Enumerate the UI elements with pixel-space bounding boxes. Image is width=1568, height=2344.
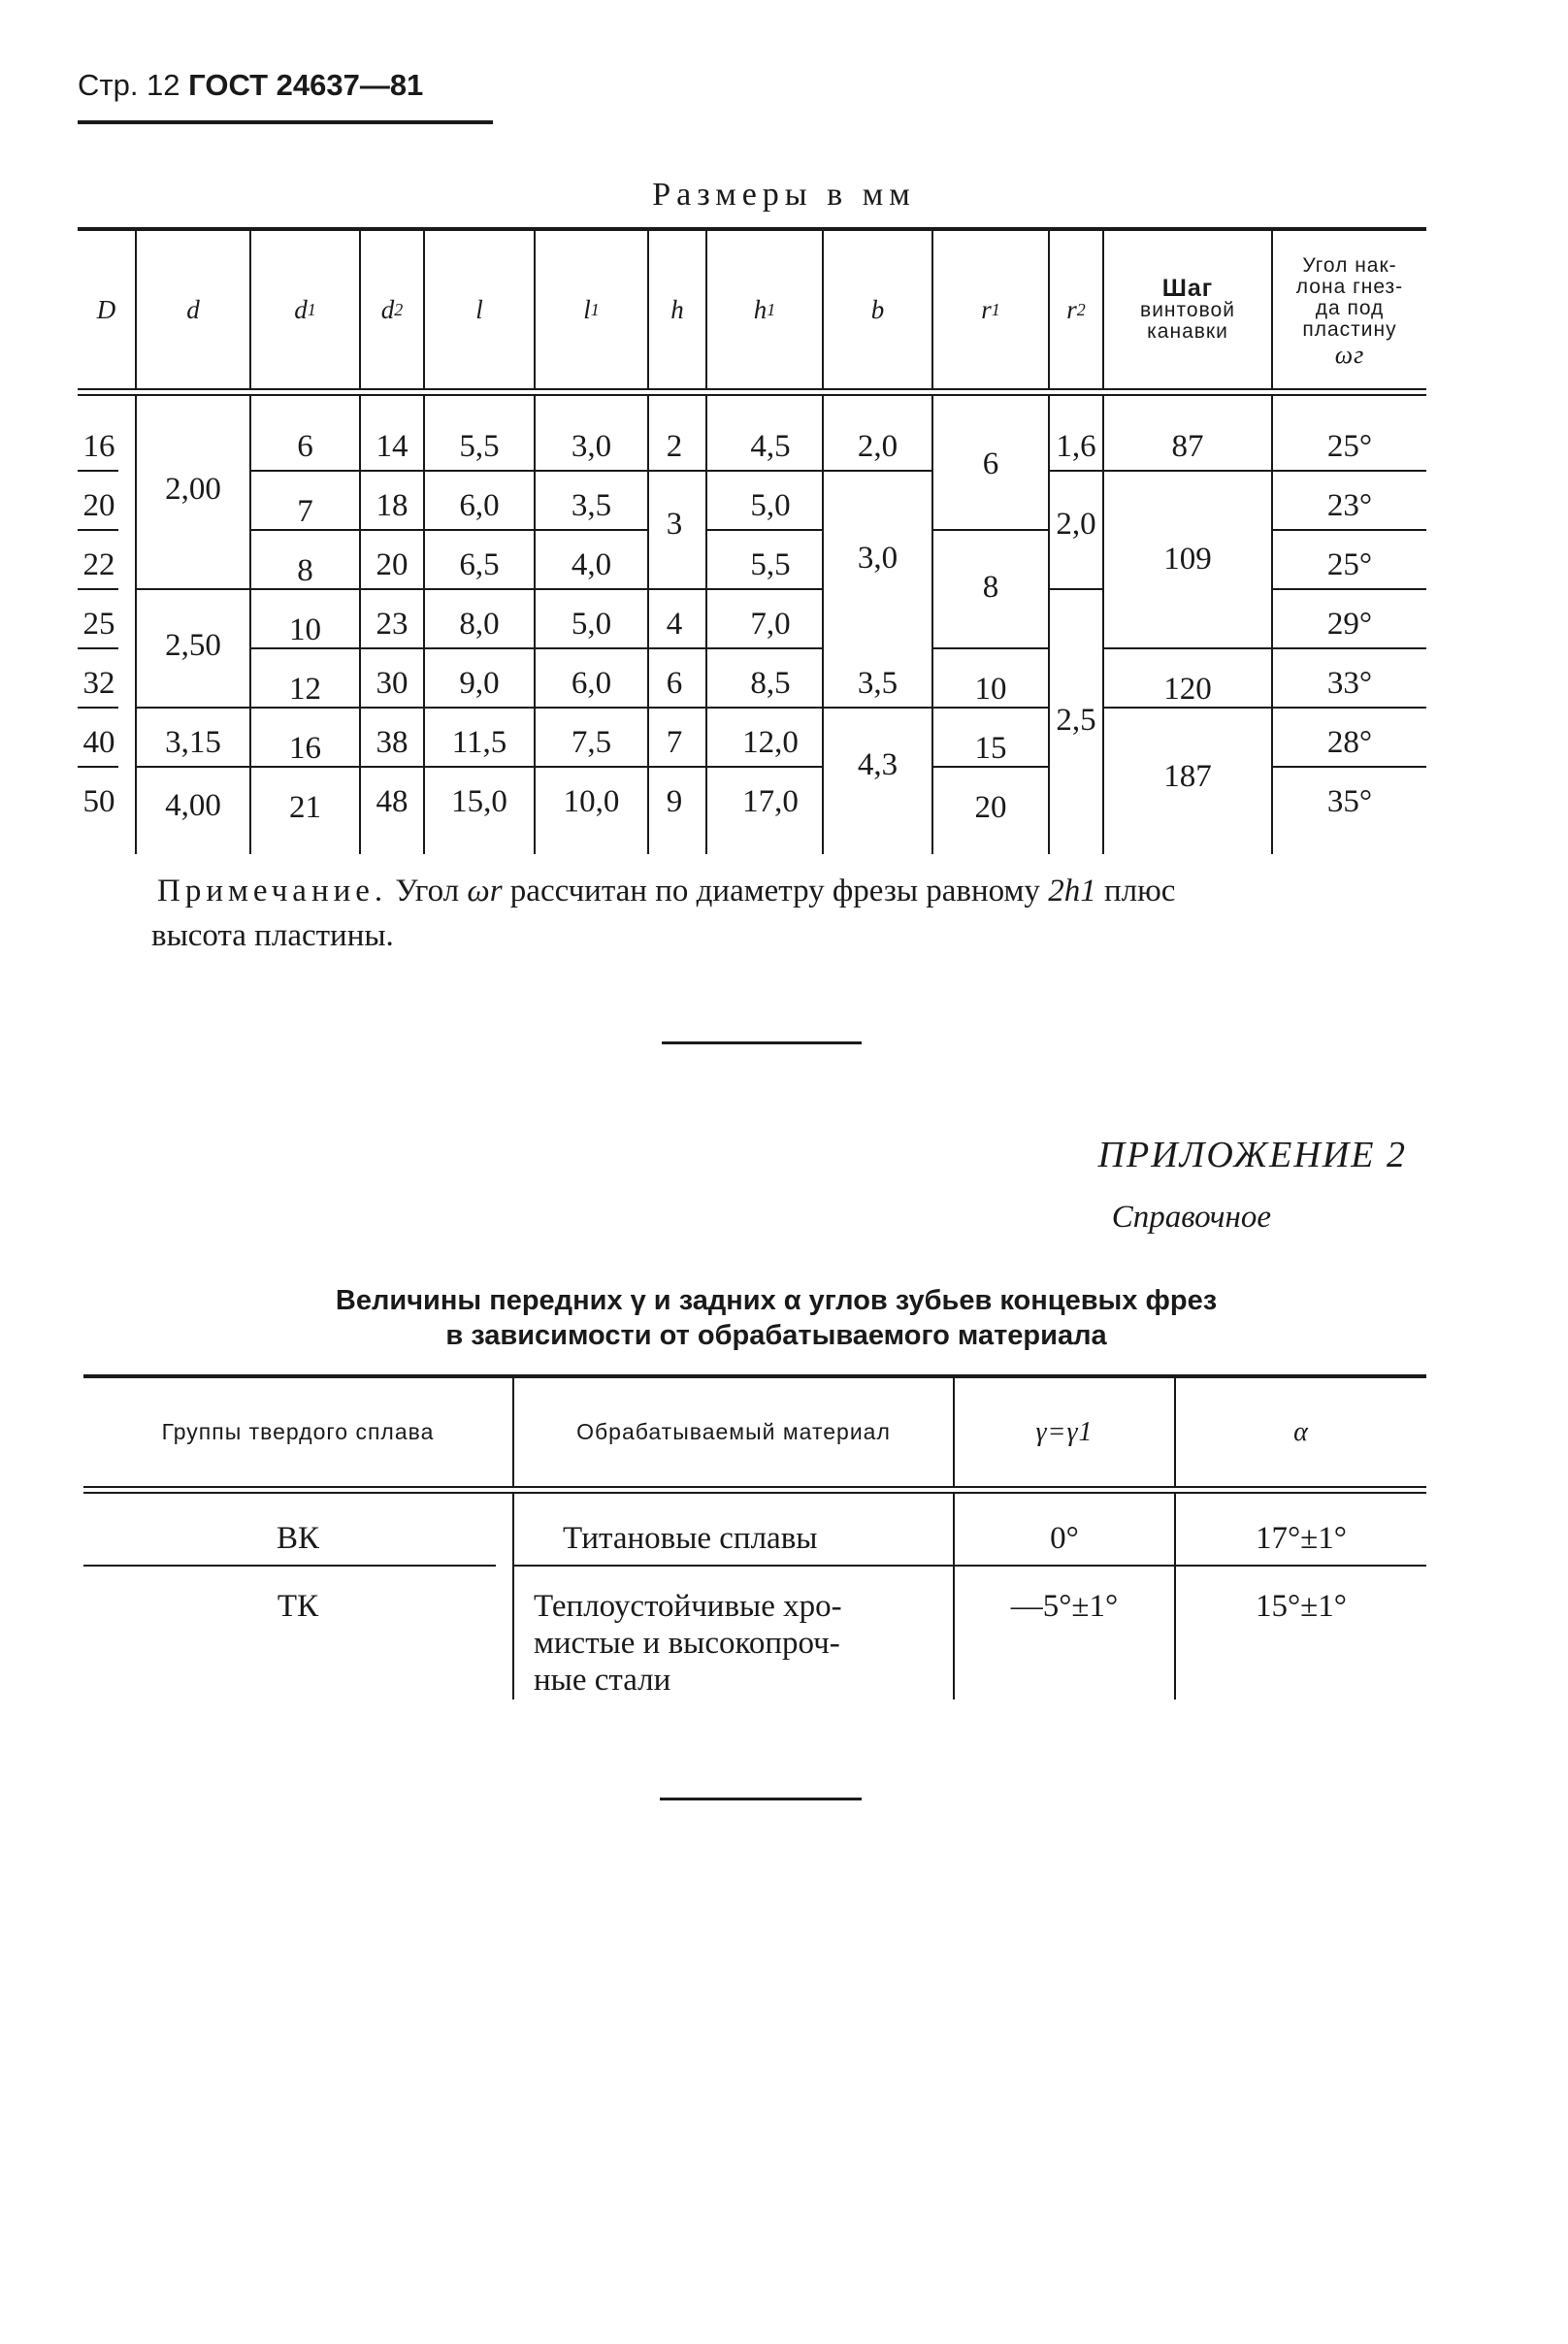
col-header-l1-letter: l (583, 294, 591, 324)
cell-step: 120 (1163, 672, 1212, 707)
page-header (78, 68, 423, 103)
cell-l1: 4,0 (571, 547, 612, 582)
table2-cell-group: ТК (277, 1589, 319, 1624)
cell-D: 16 (82, 429, 115, 464)
cell-angle: 25° (1326, 547, 1373, 582)
angle-header-line: пластину (1302, 318, 1397, 341)
col-header-d2 (361, 231, 423, 388)
appendix-title: ПРИЛОЖЕНИЕ 2 (1097, 1135, 1407, 1175)
row-underline (137, 707, 249, 709)
cell-l1: 3,5 (571, 488, 612, 523)
row-underline (707, 647, 822, 649)
row-underline (425, 647, 534, 649)
cell-h: 9 (666, 784, 683, 819)
cell-b: 2,0 (857, 429, 898, 464)
row-underline (361, 529, 423, 531)
cell-d1: 16 (289, 731, 321, 766)
cell-h: 7 (666, 725, 683, 760)
col-header-d1-letter: d (294, 294, 308, 324)
cell-d2: 48 (376, 784, 408, 819)
angle-header-line: лона гнез- (1295, 276, 1404, 298)
appendix-subtitle: Справочное (1111, 1200, 1271, 1235)
row-underline (1273, 766, 1426, 768)
table2-header-alpha: α (1293, 1416, 1309, 1447)
cell-d1: 10 (289, 612, 321, 647)
row-underline (1104, 470, 1271, 472)
row-underline (707, 470, 822, 472)
table2-row-rule (514, 1565, 953, 1567)
end-separator (660, 1798, 862, 1800)
col-header-h1 (707, 231, 822, 388)
row-underline (361, 707, 423, 709)
col-header-angle (1273, 233, 1426, 388)
cell-d: 2,00 (165, 472, 221, 507)
table2-caption-line: Величины передних γ и задних α углов зубьев концевых фрез (335, 1285, 1218, 1316)
col-header-h1-sub: 1 (767, 299, 776, 319)
step-header-line: винтовой (1140, 299, 1235, 321)
cell-l: 6,5 (459, 547, 500, 582)
col-header-d1 (251, 231, 359, 388)
cell-l1: 7,5 (571, 725, 612, 760)
cell-h: 2 (666, 429, 683, 464)
cell-l: 8,0 (459, 607, 500, 642)
col-header-D: D (96, 294, 116, 324)
row-underline (251, 470, 359, 472)
cell-r1: 20 (974, 790, 1007, 825)
row-underline (536, 588, 647, 590)
col-header-r2 (1050, 231, 1102, 388)
row-underline (649, 707, 705, 709)
cell-d2: 23 (376, 607, 408, 642)
cell-l: 6,0 (459, 488, 500, 523)
cell-angle: 23° (1326, 488, 1373, 523)
cell-angle: 28° (1326, 725, 1373, 760)
cell-angle: 35° (1326, 784, 1373, 819)
row-underline (649, 766, 705, 768)
cell-l: 15,0 (451, 784, 507, 819)
col-header-b: b (870, 294, 885, 324)
col-header-r1 (933, 231, 1048, 388)
table2-body-divider (512, 1494, 514, 1700)
cell-l1: 6,0 (571, 666, 612, 701)
cell-h1: 5,5 (750, 547, 791, 582)
cell-h1: 12,0 (742, 725, 799, 760)
col-header-r1-sub: 1 (991, 299, 1000, 319)
row-underline (78, 529, 118, 531)
row-underline (649, 588, 705, 590)
row-underline (1273, 470, 1426, 472)
table-note (151, 869, 1448, 958)
cell-d1: 21 (289, 790, 321, 825)
col-header-d: d (186, 294, 200, 324)
table2-header-rule (83, 1486, 1426, 1488)
row-underline (1050, 470, 1102, 472)
note-text: плюс (1103, 874, 1176, 908)
cell-h1: 17,0 (742, 784, 799, 819)
row-underline (78, 647, 118, 649)
cell-h1: 7,0 (750, 607, 791, 642)
col-header-r2-letter: r (1066, 294, 1077, 324)
cell-l1: 10,0 (563, 784, 620, 819)
table2-cell-gamma: 0° (1050, 1521, 1079, 1556)
row-underline (1050, 588, 1102, 590)
step-header-line: Шаг (1161, 275, 1214, 302)
cell-d1: 12 (289, 672, 321, 707)
cell-b: 3,0 (857, 541, 898, 576)
section-separator (662, 1041, 862, 1044)
row-underline (361, 470, 423, 472)
table2-cell-group: ВК (276, 1521, 320, 1556)
cell-step: 87 (1171, 429, 1204, 464)
row-underline (933, 529, 1048, 531)
cell-h1: 4,5 (750, 429, 791, 464)
cell-d: 3,15 (165, 725, 221, 760)
table2-header-group: Группы твердого сплава (161, 1419, 435, 1444)
note-text: рассчитан по диаметру фрезы равному (509, 874, 1040, 908)
cell-r1: 15 (974, 731, 1007, 766)
note-label: Примечание. (157, 874, 388, 908)
cell-h1: 5,0 (750, 488, 791, 523)
row-underline (137, 588, 249, 590)
header-bottom-rule (78, 388, 1426, 390)
table2-cell-material-line: мистые и высокопроч- (534, 1626, 840, 1661)
table2-header-material: Обрабатываемый материал (576, 1419, 891, 1444)
cell-angle: 25° (1326, 429, 1373, 464)
row-underline (707, 588, 822, 590)
row-underline (649, 647, 705, 649)
cell-h1: 8,5 (750, 666, 791, 701)
row-underline (1273, 707, 1426, 709)
row-underline (425, 470, 534, 472)
cell-d: 4,00 (165, 788, 221, 823)
col-header-r2-sub: 2 (1076, 299, 1086, 319)
row-underline (425, 766, 534, 768)
row-underline (1273, 529, 1426, 531)
cell-d: 2,50 (165, 628, 221, 663)
row-underline (649, 470, 705, 472)
cell-d2: 20 (376, 547, 408, 582)
row-underline (1273, 647, 1426, 649)
cell-angle: 29° (1326, 607, 1373, 642)
page-number: Стр. 12 (78, 68, 180, 102)
cell-r1: 6 (982, 446, 999, 481)
table2-header-gamma: γ=γ1 (1035, 1416, 1094, 1447)
row-underline (137, 766, 249, 768)
col-header-h1-letter: h (753, 294, 768, 324)
note-continuation: высота пластины. (151, 918, 394, 953)
table2-row-rule (1176, 1565, 1426, 1567)
cell-h: 4 (666, 607, 683, 642)
col-header-d2-sub: 2 (394, 299, 404, 319)
cell-b: 3,5 (857, 666, 898, 701)
table2-cell-material-line: ные стали (534, 1663, 671, 1698)
cell-r1: 10 (974, 672, 1007, 707)
cell-l1: 5,0 (571, 607, 612, 642)
table2-cell-alpha: 17°±1° (1255, 1521, 1347, 1556)
cell-d2: 18 (376, 488, 408, 523)
row-underline (824, 470, 931, 472)
cell-l: 9,0 (459, 666, 500, 701)
standard-number: ГОСТ 24637—81 (188, 68, 424, 102)
table2-row-rule (83, 1565, 496, 1567)
cell-r2: 1,6 (1056, 429, 1096, 464)
row-underline (361, 588, 423, 590)
col-header-d2-letter: d (380, 294, 395, 324)
cell-h: 3 (666, 507, 683, 542)
cell-d2: 38 (376, 725, 408, 760)
note-expression: 2h1 (1048, 874, 1096, 908)
row-underline (361, 647, 423, 649)
col-header-l: l (475, 294, 483, 324)
note-text: Угол (395, 874, 460, 908)
row-underline (78, 766, 118, 768)
table2-cell-material-line: Теплоустойчивые хро- (534, 1589, 842, 1624)
cell-l: 11,5 (451, 725, 507, 760)
step-header-line: канавки (1147, 320, 1228, 343)
row-underline (536, 707, 647, 709)
cell-D: 32 (82, 666, 115, 701)
table2-cell-material: Титановые сплавы (563, 1521, 818, 1556)
cell-l: 5,5 (459, 429, 500, 464)
row-underline (707, 766, 822, 768)
row-underline (78, 707, 118, 709)
note-symbol: ωr (467, 874, 503, 908)
row-underline (1273, 588, 1426, 590)
cell-d1: 6 (297, 429, 313, 464)
cell-D: 22 (82, 547, 115, 582)
cell-d2: 14 (376, 429, 408, 464)
table2-cell-alpha: 15°±1° (1255, 1589, 1347, 1624)
header-rule (78, 120, 493, 124)
cell-D: 20 (82, 488, 115, 523)
cell-D: 25 (82, 607, 115, 642)
table2-caption (223, 1283, 1329, 1353)
cell-angle: 33° (1326, 666, 1373, 701)
angle-header-line: да под (1315, 297, 1385, 319)
cell-h: 6 (666, 666, 683, 701)
cell-d1: 8 (297, 553, 313, 588)
table2-header-rule-2 (83, 1492, 1426, 1494)
cell-r2: 2,5 (1056, 703, 1096, 738)
cell-d1: 7 (297, 494, 313, 529)
row-underline (536, 529, 647, 531)
row-underline (425, 707, 534, 709)
table2-row-rule (955, 1565, 1174, 1567)
row-underline (536, 766, 647, 768)
row-underline (78, 588, 118, 590)
row-underline (707, 529, 822, 531)
table2-caption-line: в зависимости от обрабатываемого материала (445, 1320, 1107, 1351)
angle-header-symbol: ωг (1334, 341, 1365, 369)
cell-l1: 3,0 (571, 429, 612, 464)
row-underline (361, 766, 423, 768)
table2-cell-gamma: —5°±1° (1010, 1589, 1119, 1624)
col-header-h: h (670, 294, 684, 324)
row-underline (78, 470, 118, 472)
col-header-l1-sub: 1 (590, 299, 600, 319)
cell-r2: 2,0 (1056, 507, 1096, 542)
row-underline (707, 707, 822, 709)
units-caption: Размеры в мм (652, 177, 916, 213)
cell-b: 4,3 (857, 747, 898, 782)
angle-header-line: Угол нак- (1302, 254, 1397, 277)
row-underline (425, 588, 534, 590)
cell-r1: 8 (982, 570, 999, 605)
row-underline (536, 470, 647, 472)
cell-step: 109 (1163, 542, 1212, 577)
row-underline (536, 647, 647, 649)
cell-step: 187 (1163, 759, 1212, 794)
cell-d2: 30 (376, 666, 408, 701)
header-bottom-rule-2 (78, 394, 1426, 396)
row-underline (1104, 647, 1271, 649)
row-underline (425, 529, 534, 531)
col-header-step (1104, 231, 1271, 388)
col-header-r1-letter: r (981, 294, 992, 324)
col-header-l1 (536, 231, 647, 388)
cell-D: 40 (82, 725, 115, 760)
row-underline (933, 647, 1048, 649)
row-underline (824, 707, 931, 709)
cell-D: 50 (82, 784, 115, 819)
col-header-d1-sub: 1 (307, 299, 316, 319)
